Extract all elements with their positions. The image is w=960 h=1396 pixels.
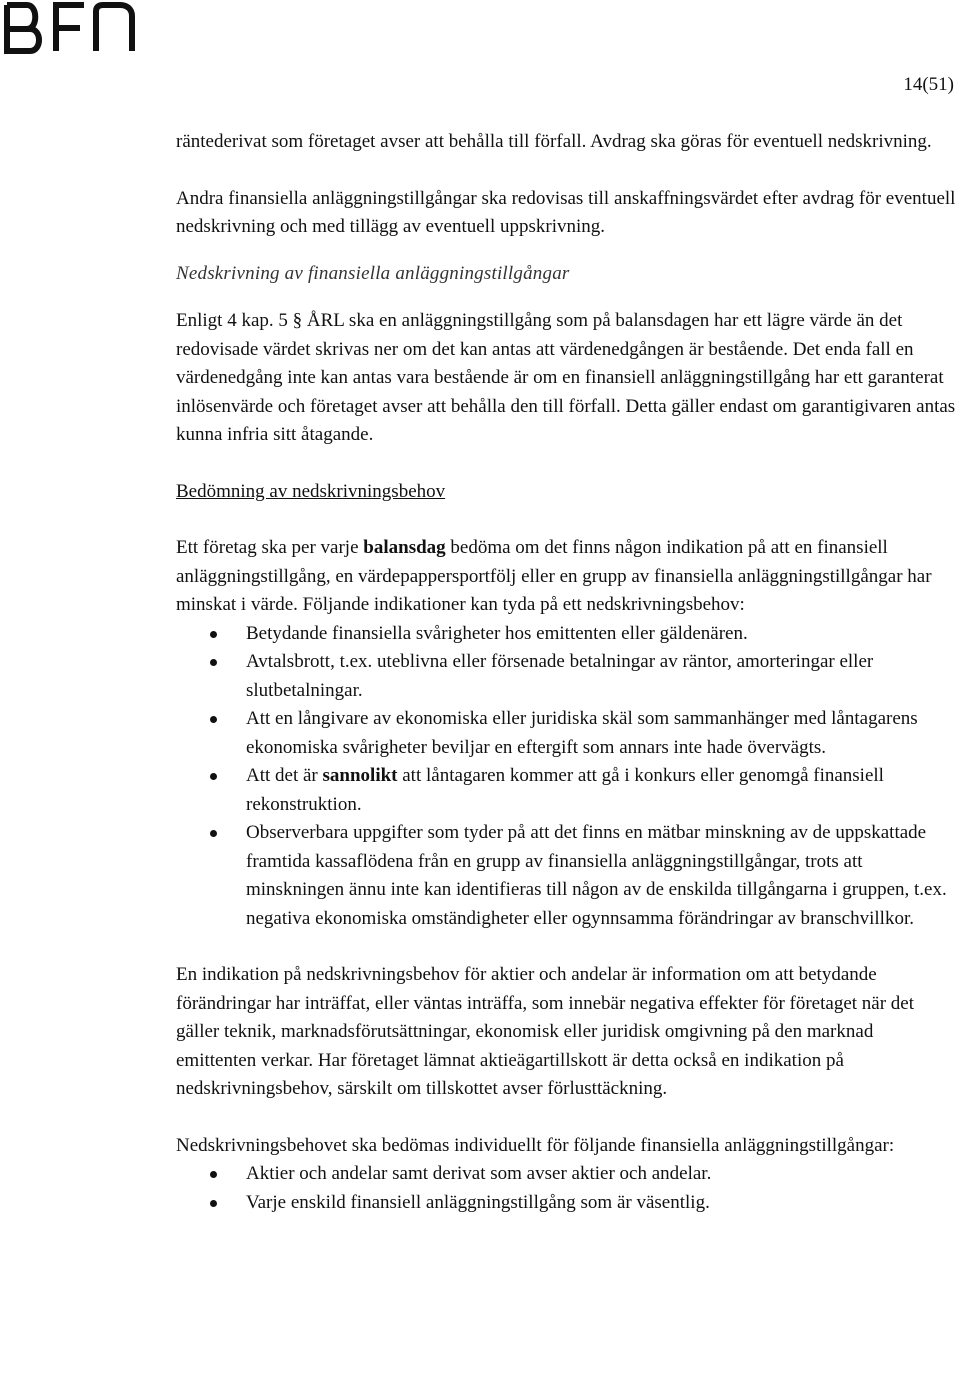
list-item: Aktier och andelar samt derivat som avser aktier och andelar. <box>176 1160 956 1189</box>
bold-text: balansdag <box>363 537 446 558</box>
list-item: Avtalsbrott, t.ex. uteblivna eller försenade betalningar av räntor, amorteringar eller slutbetalningar. <box>176 648 956 705</box>
list-item: Observerbara uppgifter som tyder på att det finns en mätbar minskning av de uppskattade framtida kassaflödena från en grupp av finansiella anläggningstillgångar, trots att minskningen ännu inte kan identifieras till någon av de enskilda tillgångarna i gruppen, t.ex. negativa ekonomiska omständigheter eller ogynnsamma förändringar av branschvillkor. <box>176 819 956 933</box>
text-run: Att det är <box>246 765 323 786</box>
paragraph: räntederivat som företaget avser att behålla till förfall. Avdrag ska göras för eventuell nedskrivning. <box>176 131 932 152</box>
section-heading-underlined: Bedömning av nedskrivningsbehov <box>176 480 446 502</box>
paragraph: Andra finansiella anläggningstillgångar ska redovisas till anskaffningsvärdet efter avdrag för eventuell nedskrivning och med tillägg av eventuell uppskrivning. <box>176 187 956 237</box>
paragraph <box>176 534 956 620</box>
list-item <box>176 762 956 819</box>
list-item: Betydande finansiella svårigheter hos emittenten eller gäldenären. <box>176 620 956 649</box>
paragraph: En indikation på nedskrivningsbehov för aktier och andelar är information om att betydande förändringar har inträffat, eller väntas inträffa, som innebär negativa effekter för företaget när det gäller teknik, marknadsförutsättningar, ekonomisk eller juridisk omgivning på den marknad emittenten verkar. Har företaget lämnat aktieägartillskott är detta också en indikation på nedskrivningsbehov, särskilt om tillskottet avser förlusttäckning. <box>176 964 915 1099</box>
bullet-list <box>176 620 956 934</box>
paragraph: Enligt 4 kap. 5 § ÅRL ska en anläggningstillgång som på balansdagen har ett lägre värde än det redovisade värdet skrivas ner om det kan antas att värdenedgången är bestående. Det enda fall en värdenedgång inte kan antas vara bestående är om en finansiell anläggningstillgång har ett garanterat inlösenvärde och företaget avser att behålla den till förfall. Detta gäller endast om garantigivaren antas kunna infria sitt åtagande. <box>176 310 956 445</box>
bullet-list <box>176 1160 956 1217</box>
page-number: 14(51) <box>903 74 954 95</box>
text-run: bedöma om det finns någon indikation på att en finansiell anläggningstillgång, en värdepappersportfölj eller en grupp av finansiella anläggningstillgångar har minskat i värde. Följande indikationer kan tyda på ett nedskrivningsbehov: <box>176 537 932 615</box>
bold-text: sannolikt <box>322 765 398 786</box>
paragraph: Nedskrivningsbehovet ska bedömas individuellt för följande finansiella anläggningstillgångar: <box>176 1134 895 1156</box>
document-body <box>176 128 956 1217</box>
text-run: Ett företag ska per varje <box>176 537 364 558</box>
section-heading-italic: Nedskrivning av finansiella anläggningstillgångar <box>176 262 570 284</box>
list-item: Att en långivare av ekonomiska eller juridiska skäl som sammanhänger med låntagarens ekonomiska svårigheter beviljar en eftergift som annars inte hade övervägts. <box>176 705 956 762</box>
list-item: Varje enskild finansiell anläggningstillgång som är väsentlig. <box>176 1189 956 1218</box>
text-run: att låntagaren kommer att gå i konkurs eller genomgå finansiell rekonstruktion. <box>246 765 884 815</box>
bfn-logo <box>2 2 138 54</box>
